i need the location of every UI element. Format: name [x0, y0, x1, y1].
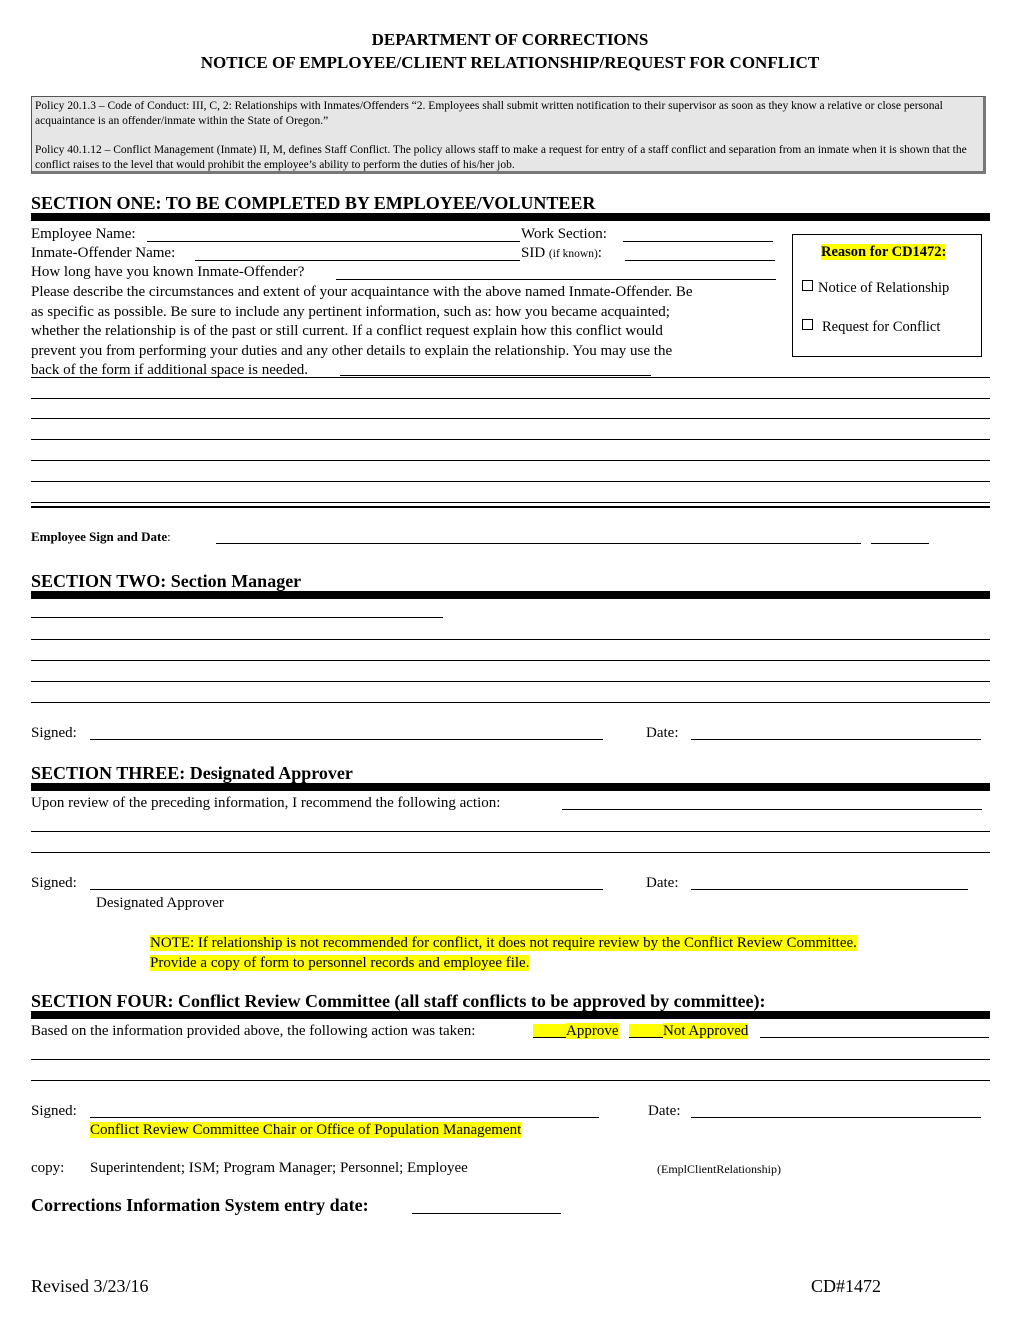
review-label: Upon review of the preceding information, I recommend the following action: [31, 795, 501, 811]
cis-entry-label: Corrections Information System entry date: [31, 1195, 369, 1215]
writing-line[interactable] [31, 831, 990, 832]
notice-checkbox[interactable] [802, 280, 813, 291]
work-section-field[interactable] [623, 228, 773, 242]
approve-option[interactable]: Approve [566, 1023, 619, 1039]
request-for-conflict-option[interactable] [802, 319, 940, 336]
how-long-field[interactable] [336, 266, 776, 280]
committee-chair-caption: Conflict Review Committee Chair or Office of Population Management [90, 1122, 522, 1138]
work-section-label: Work Section: [521, 226, 607, 242]
form-title-notice: NOTICE OF EMPLOYEE/CLIENT RELATIONSHIP/REQUEST FOR CONFLICT [200, 53, 820, 72]
action-notes-field[interactable] [760, 1024, 989, 1038]
reason-title: Reason for CD1472: [821, 244, 947, 260]
sid-label: SID [521, 245, 546, 261]
date-label: Date: [646, 875, 679, 891]
describe-line: whether the relationship is of the past or still current. If a conflict request explain how this conflict would [31, 323, 663, 339]
note-block [150, 933, 857, 973]
employee-name-field[interactable] [147, 228, 520, 242]
describe-line: Please describe the circumstances and extent of your acquaintance with the above named Inmate-Offender. Be [31, 284, 693, 300]
writing-line[interactable] [31, 639, 990, 640]
committee-signature-field[interactable] [90, 1104, 599, 1118]
designated-approver-caption: Designated Approver [96, 895, 224, 911]
policy-text-1: Policy 20.1.3 – Code of Conduct: III, C, 2: Relationships with Inmates/Offenders “2. Employees shall submit written notification to their supervisor as soon as they know a relative or close personal acquaintance is an offender/inmate within the State of Oregon.” [35, 100, 943, 127]
writing-line[interactable] [31, 681, 990, 682]
section-divider [31, 591, 990, 599]
copy-distribution: Superintendent; ISM; Program Manager; Personnel; Employee [90, 1160, 468, 1176]
approve-blank[interactable] [533, 1024, 566, 1038]
writing-line[interactable] [31, 1059, 990, 1060]
approver-date-field[interactable] [691, 876, 968, 890]
section-four-heading: SECTION FOUR: Conflict Review Committee (all staff conflicts to be approved by committee): [31, 991, 766, 1011]
action-taken-label: Based on the information provided above, the following action was taken: [31, 1023, 476, 1039]
writing-line[interactable] [31, 702, 990, 703]
notice-of-relationship-option[interactable] [802, 280, 949, 297]
manager-signature-field[interactable] [90, 726, 603, 740]
note-line-2: Provide a copy of form to personnel records and employee file. [150, 955, 530, 971]
committee-date-field[interactable] [691, 1104, 981, 1118]
section-divider [31, 213, 990, 221]
cis-entry-date-field[interactable] [412, 1200, 561, 1214]
writing-line[interactable] [31, 398, 990, 399]
sid-field[interactable] [625, 247, 775, 261]
describe-line: prevent you from performing your duties and any other details to explain the relationship. You may use the [31, 342, 673, 359]
revised-date: Revised 3/23/16 [31, 1276, 149, 1296]
writing-line[interactable] [31, 377, 990, 378]
not-approved-blank[interactable] [629, 1024, 663, 1038]
signed-label: Signed: [31, 725, 77, 741]
request-label: Request for Conflict [822, 319, 941, 335]
note-line-1: NOTE: If relationship is not recommended for conflict, it does not require review by the Conflict Review Committee. [150, 935, 857, 951]
section-two-heading: SECTION TWO: Section Manager [31, 571, 302, 591]
manager-name-field[interactable] [31, 604, 443, 618]
request-checkbox[interactable] [802, 319, 813, 330]
form-title-department: DEPARTMENT OF CORRECTIONS [371, 30, 649, 49]
writing-line[interactable] [31, 418, 990, 419]
date-label: Date: [646, 725, 679, 741]
writing-line[interactable] [31, 460, 990, 461]
employee-sign-field[interactable] [216, 530, 861, 544]
copy-label: copy: [31, 1160, 65, 1176]
section-three-heading: SECTION THREE: Designated Approver [31, 763, 353, 783]
how-long-label: How long have you known Inmate-Offender? [31, 264, 305, 280]
writing-line[interactable] [31, 852, 990, 853]
employee-date-field[interactable] [871, 530, 929, 544]
section-divider [31, 783, 990, 791]
section-divider [31, 1011, 990, 1019]
describe-field-first[interactable] [340, 362, 651, 376]
writing-line[interactable] [31, 660, 990, 661]
inmate-name-label: Inmate-Offender Name: [31, 245, 176, 261]
signed-label: Signed: [31, 875, 77, 891]
form-number: CD#1472 [811, 1276, 882, 1296]
signed-label: Signed: [31, 1103, 77, 1119]
writing-line[interactable] [31, 1080, 990, 1081]
employee-name-label: Employee Name: [31, 226, 136, 242]
employee-sign-label: Employee Sign and Date [31, 529, 168, 544]
manager-date-field[interactable] [691, 726, 981, 740]
date-label: Date: [648, 1103, 681, 1119]
policy-box [31, 96, 986, 174]
approver-signature-field[interactable] [90, 876, 603, 890]
describe-line: back of the form if additional space is needed. [31, 362, 308, 378]
reason-box [792, 234, 982, 357]
writing-line[interactable] [31, 481, 990, 482]
section-end-double-rule [31, 502, 990, 508]
inmate-name-field[interactable] [195, 247, 520, 261]
policy-text-2: Policy 40.1.12 – Conflict Management (Inmate) II, M, defines Staff Conflict. The policy allows staff to make a request for entry of a staff conflict and separation from an inmate when it is shown that the conflict raises to the level that would prohibit the employee’s ability to perform the duties of his/her job. [35, 144, 967, 171]
not-approved-option[interactable]: Not Approved [663, 1023, 749, 1039]
section-one-heading: SECTION ONE: TO BE COMPLETED BY EMPLOYEE/VOLUNTEER [31, 193, 596, 213]
recommended-action-field[interactable] [562, 796, 982, 810]
file-reference: (EmplClientRelationship) [657, 1162, 781, 1176]
sid-note: (if known) [548, 248, 598, 260]
notice-label: Notice of Relationship [818, 280, 950, 296]
writing-line[interactable] [31, 439, 990, 440]
describe-line: as specific as possible. Be sure to include any pertinent information, such as: how you became acquainted; [31, 303, 670, 320]
